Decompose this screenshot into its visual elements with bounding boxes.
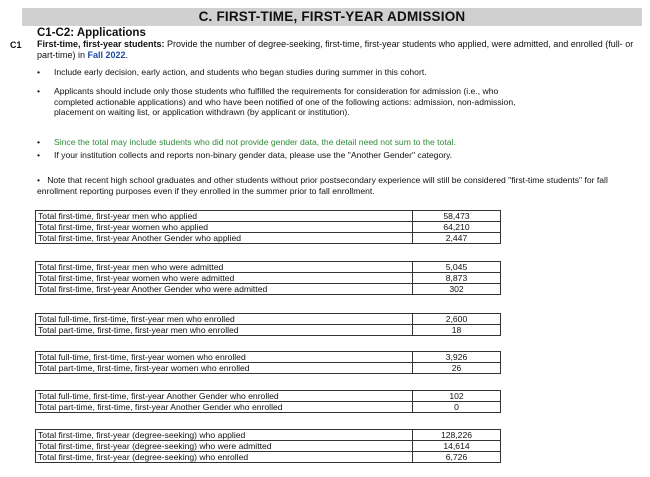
intro-term: Fall 2022: [87, 50, 126, 60]
row-value: 6,726: [413, 452, 501, 463]
item-number: C1: [10, 40, 22, 50]
table-row: [36, 352, 501, 363]
row-label: Total first-time, first-year men who applied: [36, 211, 413, 222]
bullet-text: Since the total may include students who did not provide gender data, the detail need not sum to the total.: [54, 137, 456, 147]
another-gender-enrolled-table: [35, 390, 501, 413]
table-row: [36, 262, 501, 273]
table-row: [36, 430, 501, 441]
degree-seeking-totals-table: [35, 429, 501, 463]
table-row: [36, 273, 501, 284]
row-value: 302: [413, 284, 501, 295]
bullet-mark: •: [37, 86, 41, 96]
row-label: Total first-time, first-year (degree-seeking) who applied: [36, 430, 413, 441]
row-label: Total first-time, first-year Another Gender who applied: [36, 233, 413, 244]
intro-paragraph: [37, 39, 639, 61]
row-label: Total part-time, first-time, first-year Another Gender who enrolled: [36, 402, 413, 413]
row-value: 14,614: [413, 441, 501, 452]
table-row: [36, 363, 501, 374]
row-value: 64,210: [413, 222, 501, 233]
admitted-table: [35, 261, 501, 295]
row-value: 18: [413, 325, 501, 336]
table-row: [36, 222, 501, 233]
table-row: [36, 325, 501, 336]
table-row: [36, 314, 501, 325]
row-label: Total full-time, first-time, first-year women who enrolled: [36, 352, 413, 363]
table-row: [36, 452, 501, 463]
row-label: Total first-time, first-year women who were admitted: [36, 273, 413, 284]
intro-text: Provide the number of degree-seeking, first-time, first-year students who applied, were admitted, and enrolled (full- or part-time) in: [37, 39, 634, 60]
bullet-mark: •: [37, 137, 41, 147]
row-label: Total part-time, first-time, first-year men who enrolled: [36, 325, 413, 336]
bullet-text: Applicants should include only those students who fulfilled the requirements for consideration for admission (i.e., who completed actionable applications) and who have been notified of one of the following actions: admission, non-admission, placement on waiting list, or application withdrawn (by applicant or institution).: [54, 86, 516, 118]
row-value: 102: [413, 391, 501, 402]
row-value: 2,447: [413, 233, 501, 244]
row-value: 5,045: [413, 262, 501, 273]
row-value: 128,226: [413, 430, 501, 441]
table-row: [36, 211, 501, 222]
note-text: Note that recent high school graduates and other students without prior postsecondary experience will still be considered "first-time students" for fall enrollment reporting purposes even if they enrolled in the summer prior to fall enrollment.: [37, 175, 608, 196]
intro-lead: First-time, first-year students:: [37, 39, 165, 49]
row-value: 8,873: [413, 273, 501, 284]
table-row: [36, 391, 501, 402]
row-label: Total first-time, first-year (degree-seeking) who were admitted: [36, 441, 413, 452]
row-label: Total full-time, first-time, first-year men who enrolled: [36, 314, 413, 325]
table-row: [36, 441, 501, 452]
note-paragraph: [37, 175, 641, 196]
bullet-text: Include early decision, early action, and students who began studies during summer in this cohort.: [54, 67, 427, 77]
women-enrolled-table: [35, 351, 501, 374]
row-label: Total part-time, first-time, first-year women who enrolled: [36, 363, 413, 374]
bullet-mark: •: [37, 67, 41, 77]
row-label: Total first-time, first-year Another Gender who were admitted: [36, 284, 413, 295]
section-banner: C. FIRST-TIME, FIRST-YEAR ADMISSION: [22, 8, 642, 26]
bullet-mark: •: [37, 175, 41, 185]
row-value: 2,600: [413, 314, 501, 325]
row-label: Total first-time, first-year women who applied: [36, 222, 413, 233]
table-row: [36, 402, 501, 413]
row-value: 0: [413, 402, 501, 413]
row-value: 26: [413, 363, 501, 374]
row-label: Total first-time, first-year (degree-seeking) who enrolled: [36, 452, 413, 463]
row-label: Total first-time, first-year men who were admitted: [36, 262, 413, 273]
bullet-text: If your institution collects and reports non-binary gender data, please use the "Another Gender" category.: [54, 150, 453, 160]
applied-table: [35, 210, 501, 244]
row-value: 58,473: [413, 211, 501, 222]
row-value: 3,926: [413, 352, 501, 363]
table-row: [36, 233, 501, 244]
men-enrolled-table: [35, 313, 501, 336]
intro-end: .: [125, 50, 129, 60]
row-label: Total full-time, first-time, first-year Another Gender who enrolled: [36, 391, 413, 402]
bullet-mark: •: [37, 150, 41, 160]
subsection-heading: C1-C2: Applications: [37, 27, 146, 39]
table-row: [36, 284, 501, 295]
